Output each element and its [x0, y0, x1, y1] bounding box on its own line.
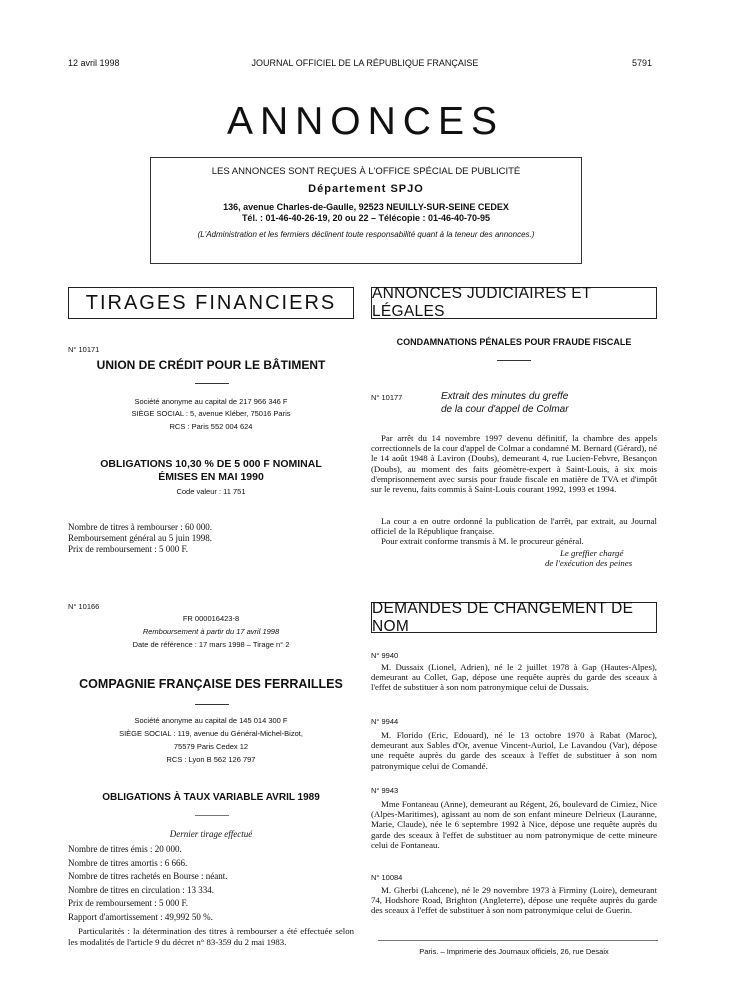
notice-remboursement: Remboursement à partir du 17 avril 1998: [142, 627, 280, 636]
divider: [497, 360, 531, 361]
annonces-title: ANNONCES: [226, 100, 505, 143]
company-capital: Société anonyme au capital de 145 014 300 F: [134, 716, 288, 725]
annonces-reception-line: LES ANNONCES SONT REÇUES À L'OFFICE SPÉCIAL DE PUBLICITÉ: [211, 166, 521, 177]
section-title: TIRAGES FINANCIERS: [85, 291, 337, 314]
company-siege: SIÈGE SOCIAL : 5, avenue Kléber, 75016 Paris: [131, 409, 291, 418]
header-journal: JOURNAL OFFICIEL DE LA RÉPUBLIQUE FRANÇAISE: [251, 58, 479, 68]
notice-details: [68, 522, 212, 555]
annonces-department: Département SPJO: [308, 183, 424, 195]
notice-number: N° 9944: [371, 717, 399, 726]
annonces-telephone: Tél. : 01-46-40-26-19, 20 ou 22 – Télécopie : 01-46-40-70-95: [241, 213, 491, 223]
signature-line2: de l'exécution des peines: [545, 558, 633, 568]
printer-imprint: Paris. – Imprimerie des Journaux officiels, 26, rue Desaix: [419, 947, 609, 956]
signature-line1: Le greffier chargé: [560, 548, 624, 558]
notice-number: N° 9940: [371, 651, 399, 660]
notice-number: N° 10171: [68, 345, 100, 354]
header-date: 12 avril 1998: [68, 58, 120, 68]
notice-isin: FR 000016423-8: [182, 614, 240, 623]
header-page-number: 5791: [632, 58, 653, 68]
notice-reference-date: Date de référence : 17 mars 1998 – Tirage n° 2: [132, 640, 290, 649]
particularites-text: Particularités : la détermination des titres à rembourser a été effectuée selon les modalités de l'article 9 du décret n° 83-359 du 2 mai 1983.: [68, 926, 354, 947]
obligations-title: OBLIGATIONS 10,30 % DE 5 000 F NOMINAL: [100, 458, 322, 470]
footer-rule: [378, 940, 658, 941]
company-siege-city: 75579 Paris Cedex 12: [173, 742, 249, 751]
obligations-subtitle: ÉMISES EN MAI 1990: [158, 471, 264, 483]
notice-number: N° 10084: [371, 873, 403, 882]
section-changement-de-nom: [371, 599, 657, 635]
extrait-title-line1: Extrait des minutes du greffe: [441, 391, 569, 402]
tirage-row: Prix de remboursement : 5 000 F.: [68, 898, 189, 909]
section-annonces-judiciaires: [371, 287, 657, 319]
section-tirages-financiers: [68, 287, 354, 319]
section-title: ANNONCES JUDICIAIRES ET LÉGALES: [372, 285, 592, 320]
dernier-tirage-heading: Dernier tirage effectué: [169, 829, 253, 839]
tirage-rows: [68, 843, 227, 925]
divider: [195, 704, 229, 705]
tirage-row: Nombre de titres en circulation : 13 334.: [68, 884, 214, 895]
notice-company-title: UNION DE CRÉDIT POUR LE BÂTIMENT: [96, 358, 326, 372]
company-siege: SIÈGE SOCIAL : 119, avenue du Général-Michel-Bizot,: [119, 729, 303, 738]
transmission-text: Pour extrait conforme transmis à M. le procureur général.: [381, 536, 584, 546]
tirage-row: Rapport d'amortissement : 49,992 50 %.: [68, 911, 213, 922]
company-capital: Société anonyme au capital de 217 966 346 F: [134, 397, 288, 406]
notice-company-title: COMPAGNIE FRANÇAISE DES FERRAILLES: [79, 677, 343, 691]
annonces-info-box: [150, 157, 582, 264]
annonces-address: 136, avenue Charles-de-Gaulle, 92523 NEUILLY-SUR-SEINE CEDEX: [223, 202, 509, 212]
annonces-disclaimer: (L'Administration et les fermiers déclinent toute responsabilité quant à la teneur des annonces.): [197, 230, 535, 239]
notice-number: N° 10166: [68, 602, 100, 611]
name-change-text: M. Gherbi (Lahcene), né le 29 novembre 1973 à Firminy (Loire), demeurant 74, Hodshore Road, Brighton (Angleterre), dépose une requête auprès du garde des sceaux à l'effet de substituer à son nom patronymique celui de Guerin.: [371, 885, 657, 916]
code-valeur: Code valeur : 11 751: [176, 487, 246, 496]
detail-line: Prix de remboursement : 5 000 F.: [68, 544, 189, 554]
notice-number: N° 9943: [371, 786, 399, 795]
tirage-row: Nombre de titres émis : 20 000.: [68, 844, 182, 854]
name-change-text: M. Florido (Eric, Edouard), né le 13 octobre 1970 à Rabat (Maroc), demeurant aux Sables d'Or, avenue Vincent-Auriol, Le Lavandou (Var), dépose une requête auprès du garde des sceaux à l'effet de substituer à son nom patronymique celui de Comandé.: [371, 730, 657, 771]
extrait-title-line2: de la cour d'appel de Colmar: [441, 404, 569, 415]
company-rcs: RCS : Lyon B 562 126 797: [166, 755, 256, 764]
obligations-title: OBLIGATIONS À TAUX VARIABLE AVRIL 1989: [102, 792, 320, 803]
company-rcs: RCS : Paris 552 004 624: [169, 422, 253, 431]
judgment-text: Par arrêt du 14 novembre 1997 devenu définitif, la chambre des appels correctionnels de la cour d'appel de Colmar a condamné M. Bernard (Gérard), né le 14 août 1948 à Laviron (Doubs), demeurant 4, rue Lucien-Febvre, Besançon (Doubs), au moment des faits géomètre-expert à Saint-Louis, à six mois d'emprisonnement avec sursis pour fraude fiscale en matière de TVA et d'impôt sur le revenu, faits commis à Saint-Louis courant 1992, 1993 et 1994.: [371, 433, 657, 495]
subsection-heading: CONDAMNATIONS PÉNALES POUR FRAUDE FISCALE: [396, 337, 632, 347]
divider: [195, 383, 229, 384]
tirage-row: Nombre de titres rachetés en Bourse : néant.: [68, 871, 228, 882]
divider: [195, 815, 229, 816]
notice-number: N° 10177: [371, 393, 403, 402]
section-title: DEMANDES DE CHANGEMENT DE NOM: [372, 599, 634, 635]
name-change-text: M. Dussaix (Lionel, Adrien), né le 2 juillet 1978 à Gap (Hautes-Alpes), demeurant au Collet, Gap, dépose une requête auprès du garde des sceaux à l'effet de substituer à son nom patronymique celui de Dussais.: [371, 662, 657, 693]
name-change-text: Mme Fontaneau (Anne), demeurant au Régent, 26, boulevard de Cimiez, Nice (Alpes-Maritimes), agissant au nom de son enfant mineure Delrieux (Lauranne, Marie, Claude), née le 6 septembre 1992 à Nice, dépose une requête auprès du garde des sceaux à l'effet de substituer au nom patronymique de cette mineure celui de Fontaneau.: [371, 799, 657, 850]
publication-text: La cour a en outre ordonné la publication de l'arrêt, par extrait, au Journal officiel de la République française.: [371, 516, 657, 537]
detail-line: Remboursement général au 5 juin 1998.: [68, 533, 212, 543]
tirage-row: Nombre de titres amortis : 6 666.: [68, 857, 188, 868]
detail-line: Nombre de titres à rembourser : 60 000.: [68, 522, 212, 532]
